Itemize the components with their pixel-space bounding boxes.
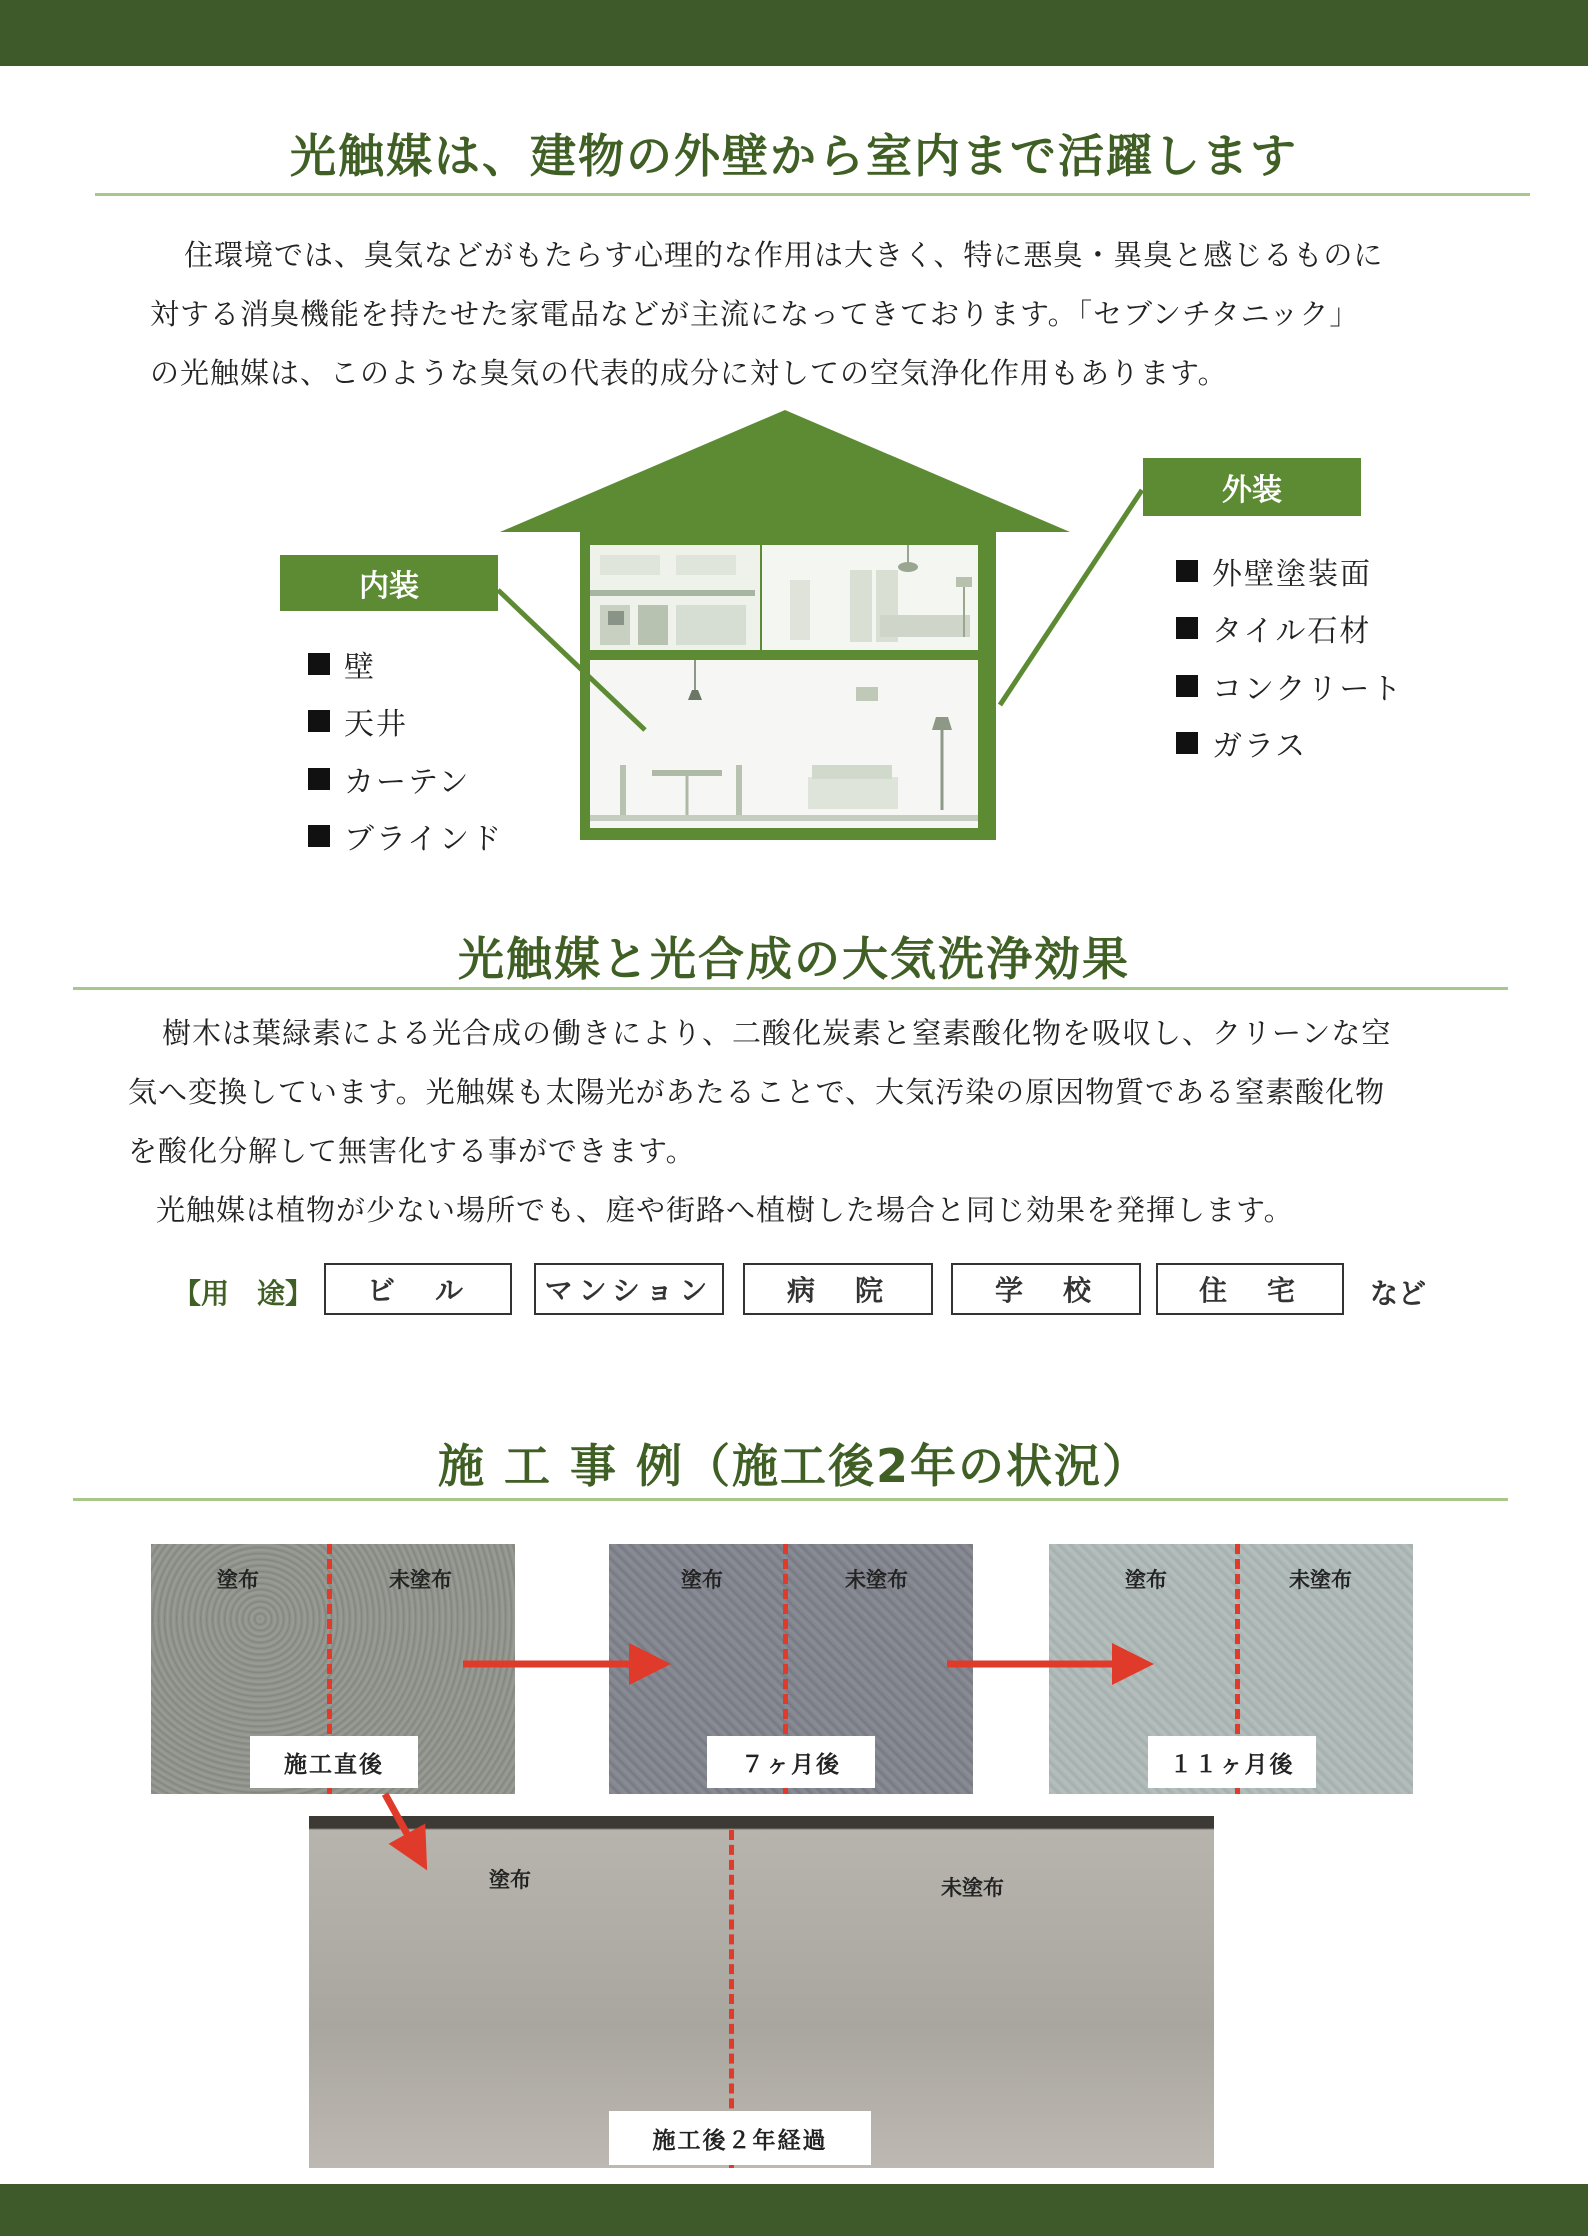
section1-line-2: 対する消臭機能を持たせた家電品などが主流になってきております。「セブンチタニック」 [150, 297, 1360, 331]
interior-item-label: カーテン [344, 764, 471, 800]
coated-label: 塗布 [1125, 1568, 1167, 1592]
section2-line-2: 気へ変換しています。光触媒も太陽光があたることで、大気汚染の原因物質である窒素酸化物 [128, 1075, 1386, 1109]
use-box-house: 住 宅 [1156, 1263, 1344, 1315]
coated-label: 塗布 [681, 1568, 723, 1592]
uncoated-label: 未塗布 [845, 1568, 908, 1592]
interior-item-label: 壁 [344, 649, 376, 685]
exterior-item-label: コンクリート [1212, 671, 1404, 707]
section1-line-1: 住環境では、臭気などがもたらす心理的な作用は大きく、特に悪臭・異臭と感じるものに [184, 238, 1384, 272]
uses-suffix: など [1370, 1277, 1427, 1310]
arrow-down-icon [385, 1794, 417, 1852]
photo-caption: １１ヶ月後 [1148, 1736, 1316, 1788]
section1-line-3: の光触媒は、このような臭気の代表的成分に対しての空気浄化作用もあります。 [150, 356, 1228, 390]
section1-title: 光触媒は、建物の外壁から室内まで活躍します [290, 129, 1298, 183]
interior-item-label: 天井 [344, 707, 408, 743]
uncoated-label: 未塗布 [941, 1876, 1004, 1900]
uses-label: 【用 途】 [173, 1277, 314, 1310]
uncoated-label: 未塗布 [1289, 1568, 1352, 1592]
photo-caption: 施工後２年経過 [609, 2111, 871, 2165]
exterior-item-label: タイル石材 [1212, 614, 1372, 650]
footer-band [0, 2184, 1588, 2236]
use-box-school: 学 校 [951, 1263, 1141, 1315]
use-box-mansion: マンション [534, 1263, 724, 1315]
section2-line-4: 光触媒は植物が少ない場所でも、庭や街路へ植樹した場合と同じ効果を発揮します。 [156, 1193, 1294, 1227]
exterior-item-label: ガラス [1212, 729, 1308, 765]
interior-item-label: ブラインド [344, 822, 504, 858]
use-box-building: ビ ル [324, 1263, 512, 1315]
exterior-item-label: 外壁塗装面 [1212, 556, 1372, 592]
section3-title: 施 工 事 例（施工後2年の状況） [437, 1439, 1151, 1493]
use-box-hospital: 病 院 [743, 1263, 933, 1315]
interior-label: 内装 [280, 555, 498, 611]
section2-line-3: を酸化分解して無害化する事ができます。 [128, 1134, 696, 1168]
coated-label: 塗布 [217, 1568, 259, 1592]
photo-caption: ７ヶ月後 [707, 1736, 875, 1788]
exterior-label: 外装 [1143, 458, 1361, 516]
photo-caption: 施工直後 [250, 1736, 418, 1788]
coated-label: 塗布 [489, 1868, 531, 1892]
uncoated-label: 未塗布 [389, 1568, 452, 1592]
section2-title: 光触媒と光合成の大気洗浄効果 [458, 932, 1130, 986]
section2-line-1: 樹木は葉緑素による光合成の働きにより、二酸化炭素と窒素酸化物を吸収し、クリーンな空 [162, 1016, 1392, 1050]
